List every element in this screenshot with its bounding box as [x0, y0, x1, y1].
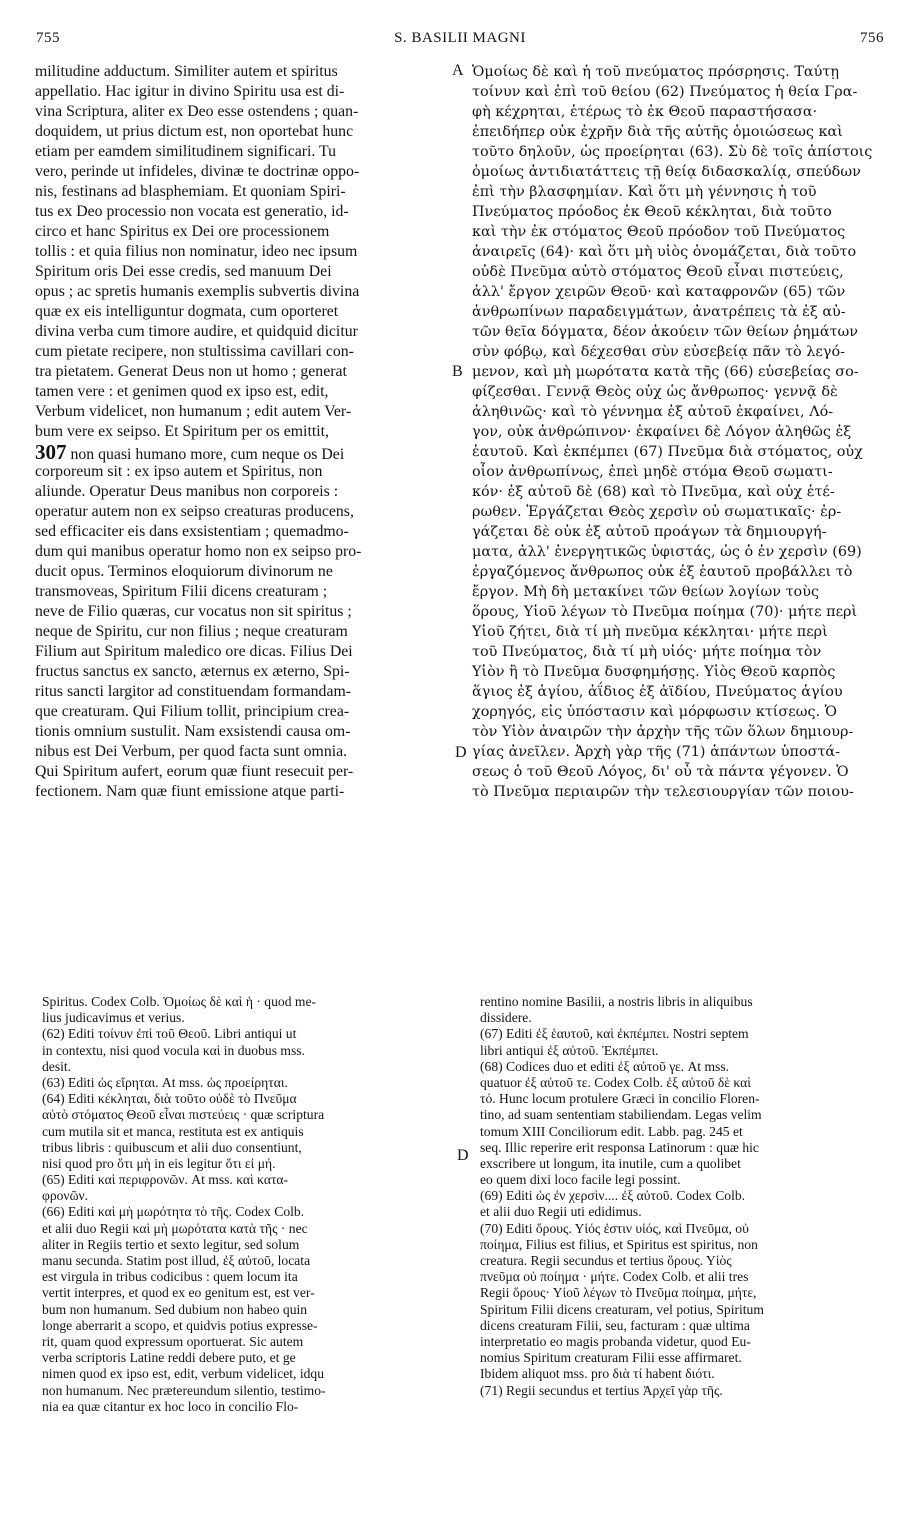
- greek-text-line: ἅγιος ἐξ ἁγίου, ἀΐδιος ἐξ ἀϊδίου, Πνεύματος ἁγίου: [472, 684, 843, 700]
- footnote-line: (69) Editi ὡς ἐν χερσὶν.... ἐξ αὐτοῦ. Codex Colb.: [480, 1188, 746, 1204]
- greek-text-line: τὸ Πνεῦμα περιαιρῶν τὴν τελεσιουργίαν τῶν ποιου-: [472, 784, 854, 800]
- greek-text-line: χορηγός, εἰς ὑπόστασιν καὶ μόρφωσιν κτίσεως. Ὁ: [472, 704, 838, 720]
- greek-text-line: κόν· ἐξ αὐτοῦ δὲ (68) καὶ τὸ Πνεῦμα, καὶ οὐχ ἑτέ-: [472, 484, 835, 500]
- footnote-line: et alii duo Regii uti edidimus.: [480, 1204, 642, 1220]
- latin-text-line: neque de Spiritu, cur non filius ; neque creaturam: [35, 623, 348, 640]
- greek-text-line: φὴ κέχρηται, ἑτέρως τὸ ἐκ Θεοῦ παραστήσασα·: [472, 104, 818, 120]
- greek-text-line: ἀλλ' ἔργον χειρῶν Θεοῦ· καὶ καταφρονῶν (65) τῶν: [472, 284, 846, 300]
- greek-text-line: οὐδὲ Πνεῦμα αὐτὸ στόματος Θεοῦ εἶναι πιστεύεις,: [472, 264, 844, 280]
- greek-text-line: σὺν φόβῳ, καὶ δέχεσθαι σὺν εὐσεβείᾳ πᾶν τὸ λεγό-: [472, 344, 845, 360]
- greek-text-line: γάζεται δὲ οὐκ ἐξ αὐτοῦ προάγων τὰ δημιουργή-: [472, 524, 827, 540]
- notes-marker-d: D: [457, 1147, 469, 1164]
- footnote-line: verba scriptoris Latine reddi debere puto, et ge: [42, 1350, 296, 1366]
- footnote-line: tino, ad suam sententiam stabiliendam. Legas velim: [480, 1107, 762, 1123]
- footnote-line: τό. Hunc locum protulere Græci in concilio Floren-: [480, 1091, 760, 1107]
- left-column-number: 755: [36, 30, 60, 46]
- greek-text-line: Υἱοῦ ζήτει, διὰ τί μὴ πνεῦμα κέκληται· μήτε περὶ: [472, 624, 828, 640]
- footnote-line: bum non humanum. Sed dubium non habeo quin: [42, 1301, 308, 1317]
- latin-text-line: Qui Spiritum aufert, eorum quæ fiunt resecuit per-: [35, 763, 354, 780]
- greek-text-line: τοῦ Πνεύματος, διὰ τί μὴ υἱός· μήτε ποίημα τὸν: [472, 644, 822, 660]
- footnote-line: nimen quod ex ipso est, edit, verbum videlicet, idqu: [42, 1366, 325, 1382]
- latin-text-line: Spiritum oris Dei esse credis, sed manuum Dei: [35, 263, 332, 280]
- greek-text-line: ἔργον. Μὴ δὴ μετακίνει τῶν θείων λογίων τοὺς: [472, 584, 820, 600]
- latin-text-line: bum vere ex seipso. Et Spiritum per os emittit,: [35, 423, 329, 440]
- latin-text-line: etiam per eamdem similitudinem significari. Tu: [35, 143, 336, 160]
- footnotes-right-column: [480, 994, 890, 1399]
- section-marker-b: B: [452, 363, 463, 380]
- greek-text-line: ἐπὶ τὴν βλασφημίαν. Καὶ ὅτι μὴ γέννησις ἡ τοῦ: [472, 184, 817, 200]
- footnote-line: φρονῶν.: [42, 1188, 89, 1204]
- page-number-line: [35, 442, 448, 462]
- latin-text-line: divina verba cum timore audire, et quidquid dicitur: [35, 323, 358, 340]
- latin-text-line: tionis omnium sustulit. Nam exsistendi causa om-: [35, 723, 351, 740]
- latin-text-line: appellatio. Hac igitur in divino Spiritu usa est di-: [35, 83, 345, 100]
- footnote-line: Spiritum Filii dicens creaturam, vel potius, Spiritum: [480, 1301, 764, 1317]
- greek-text-line: Ὁμοίως δὲ καὶ ἡ τοῦ πνεύματος πρόσρησις. Ταύτῃ: [472, 64, 839, 80]
- text-line-remainder: non quasi humano more, cum neque os Dei: [70, 446, 345, 463]
- latin-text-line: cum pietate recipere, non stultissima cavillari con-: [35, 343, 354, 360]
- footnote-line: πνεῦμα οὐ ποίημα · μήτε. Codex Colb. et alii tres: [480, 1269, 749, 1285]
- footnote-line: est virgula in tribus codicibus : quem locum ita: [42, 1269, 298, 1285]
- latin-text-line: opus ; ac spretis humanis exemplis subvertis divina: [35, 283, 360, 300]
- latin-text-line: vina Scriptura, aliter ex Deo esse ostendens ; quan-: [35, 103, 359, 120]
- running-title: S. BASILII MAGNI: [394, 30, 526, 46]
- footnote-line: (64) Editi κέκληται, διὰ τοῦτο οὐδὲ τὸ Πνεῦμα: [42, 1091, 297, 1107]
- greek-text-line: γον, οὐκ ἀνθρώπινον· ἐκφαίνει δὲ Λόγον ἀληθῶς ἐξ: [472, 424, 852, 440]
- greek-text-line: τῶν θεῖα δόγματα, δέον ἀκούειν τῶν θείων ῥημάτων: [472, 324, 858, 340]
- greek-text-line: Υἱὸν ἢ τὸ Πνεῦμα δυσφημήσῃς. Υἱὸς Θεοῦ καρπὸς: [472, 664, 836, 680]
- latin-text-line: dum qui manibus operatur homo non ex seipso pro-: [35, 543, 362, 560]
- latin-text-line: sed efficaciter eis dans exsistentiam ; quemadmo-: [35, 523, 349, 540]
- section-marker-d: D: [455, 744, 467, 761]
- footnote-line: (71) Regii secundus et tertius Ἀρχεῖ γὰρ τῆς.: [480, 1382, 723, 1398]
- latin-text-line: nibus est Dei Verbum, per quod facta sunt omnia.: [35, 743, 348, 760]
- footnote-line: seq. Illic reperire erit responsa Latinorum : quæ hic: [480, 1139, 759, 1155]
- greek-text-line: οἷον ἀνθρωπίνως, ἐπεὶ μηδὲ στόμα Θεοῦ σωματι-: [472, 464, 833, 480]
- footnote-line: lius judicavimus et verius.: [42, 1010, 185, 1026]
- latin-text-line: que creaturam. Qui Filium tollit, principium crea-: [35, 703, 350, 720]
- latin-text-line: vero, perinde ut infideles, divinæ te doctrinæ oppo-: [35, 163, 360, 180]
- footnote-line: Regii ὅρους· Υἱοῦ λέγων τὸ Πνεῦμα ποίημα, μήτε,: [480, 1285, 757, 1301]
- footnote-line: tribus libris : quibuscum et alii duo consentiunt,: [42, 1139, 302, 1155]
- latin-text-line: ritus sancti largitor ad constituendam formandam-: [35, 683, 351, 700]
- footnote-line: Ibidem aliquot mss. pro διὰ τί habent διότι.: [480, 1366, 715, 1382]
- greek-text-line: τὸν Υἱὸν ἀναιρῶν τὴν ἀρχὴν τῆς τῶν ὅλων δημιουρ-: [472, 724, 854, 740]
- footnote-line: tomum XIII Conciliorum edit. Labb. pag. 245 et: [480, 1123, 743, 1139]
- latin-text-line: circo et hanc Spiritus ex Dei ore processionem: [35, 223, 330, 240]
- footnote-line: aliter in Regiis tertio et sexto legitur, sed solum: [42, 1236, 300, 1252]
- running-header: [30, 30, 890, 54]
- footnote-line: (65) Editi καὶ περιφρονῶν. At mss. καὶ κατα-: [42, 1172, 289, 1188]
- footnote-line: longe aberrarit a scopo, et quidvis potius expresse-: [42, 1317, 318, 1333]
- greek-text-line: ἀναιρεῖς (64)· καὶ ὅτι μὴ υἱὸς ὀνομάζεται, διὰ τοῦτο: [472, 244, 857, 260]
- latin-text-line: quæ ex eis intelliguntur dogmata, cum oporteret: [35, 303, 339, 320]
- footnote-line: desit.: [42, 1058, 72, 1074]
- greek-text-line: Πνεύματος πρόοδος ἐκ Θεοῦ κέκληται, διὰ τοῦτο: [472, 204, 832, 220]
- footnote-line: dicens creaturam Filii, seu, facturam : quæ ultima: [480, 1317, 750, 1333]
- greek-text-line: ὅρους, Υἱοῦ λέγων τὸ Πνεῦμα ποίημα (70)· μήτε περὶ: [472, 604, 858, 620]
- greek-text-line: ματα, ἀλλ' ἐνεργητικῶς ὑφιστάς, ὡς ὁ ἐν χερσὶν (69): [472, 544, 862, 560]
- footnote-line: creatura. Regii secundus et tertius ὅρους. Υἱὸς: [480, 1253, 732, 1268]
- latin-text-line: operatur autem non ex seipso creaturas producens,: [35, 503, 354, 520]
- footnote-line: rentino nomine Basilii, a nostris libris in aliquibus: [480, 994, 753, 1009]
- greek-text-line: ἀληθινῶς· καὶ τὸ γέννημα ἐξ αὐτοῦ ἐκφαίνει, Λό-: [472, 404, 834, 420]
- greek-text-line: τοίνυν καὶ ἐπὶ τοῦ θείου (62) Πνεύματος ἡ θεία Γρα-: [472, 84, 858, 100]
- latin-text-line: tollis : et quia filius non nominatur, ideo nec ipsum: [35, 243, 358, 260]
- footnote-line: rit, quam quod expressum oportuerat. Sic autem: [42, 1333, 304, 1349]
- latin-text-column: [35, 62, 448, 802]
- footnote-line: vertit interpres, et quod ex eo genitum est, est ver-: [42, 1285, 315, 1301]
- footnote-line: exscribere ut longum, ita inutile, cum a quolibet: [480, 1155, 741, 1171]
- latin-text-line: ducit opus. Terminos eloquiorum divinorum ne: [35, 563, 333, 580]
- greek-text-line: φίζεσθαι. Γεννᾷ Θεὸς οὐχ ὡς ἄνθρωπος· γεννᾷ δὲ: [472, 384, 838, 400]
- latin-text-line: neve de Filio quæras, cur vocatus non sit spiritus ;: [35, 603, 352, 620]
- footnote-line: (68) Codices duo et editi ἐξ αὐτοῦ γε. At mss.: [480, 1058, 730, 1074]
- greek-text-line: ἐργαζόμενος ἄνθρωπος οὐκ ἐξ ἑαυτοῦ προβάλλει τὸ: [472, 564, 853, 580]
- greek-text-line: γίας ἀνεῖλεν. Ἀρχὴ γὰρ τῆς (71) ἁπάντων ὑποστά-: [472, 744, 840, 760]
- latin-text-line: Verbum videlicet, non humanum ; edit autem Ver-: [35, 403, 352, 420]
- latin-text-line: transmoveas, Spiritum Filii dicens creaturam ;: [35, 583, 328, 600]
- footnote-line: Spiritus. Codex Colb. Ὁμοίως δὲ καὶ ἡ · quod me-: [42, 994, 317, 1009]
- latin-text-line: aliunde. Operatur Deus manibus non corporeis :: [35, 483, 339, 500]
- latin-text-line: corporeum sit : ex ipso autem et Spiritus, non: [35, 463, 323, 480]
- footnote-line: (70) Editi ὅρους. Υἱός ἐστιν υἱός, καὶ Πνεῦμα, οὐ: [480, 1220, 749, 1236]
- footnote-line: et alii duo Regii καὶ μὴ μωρότατα κατὰ τῆς · nec: [42, 1220, 308, 1236]
- footnote-line: interpretatio eo magis probanda videtur, quod Eu-: [480, 1333, 751, 1349]
- right-column-number: 756: [860, 30, 884, 46]
- footnote-line: dissidere.: [480, 1010, 532, 1026]
- greek-text-line: καὶ τὴν ἐκ στόματος Θεοῦ πρόοδον τοῦ Πνεύματος: [472, 224, 846, 240]
- latin-text-line: tamen vere : et genimen quod ex ipso est, edit,: [35, 383, 329, 400]
- greek-text-line: ἐπειδήπερ οὐκ ἐχρῆν διὰ τῆς αὐτῆς ὁμοιώσεως καὶ: [472, 124, 843, 140]
- footnote-line: in contextu, nisi quod vocula καὶ in duobus mss.: [42, 1042, 305, 1058]
- latin-text-line: Filium aut Spiritum maledico ore dicas. Filius Dei: [35, 643, 353, 660]
- greek-text-line: ἑαυτοῦ. Καὶ ἐκπέμπει (67) Πνεῦμα διὰ στόματος, οὐχ: [472, 444, 863, 460]
- footnote-line: (66) Editi καὶ μὴ μωρότητα τὸ τῆς. Codex Colb.: [42, 1204, 305, 1220]
- footnotes-left-column: [42, 994, 452, 1415]
- greek-text-line: σεως ὁ τοῦ Θεοῦ Λόγος, δι' οὗ τὰ πάντα γέγονεν. Ὁ: [472, 764, 849, 780]
- inline-page-number: 307: [35, 440, 67, 464]
- greek-text-line: μενον, καὶ μὴ μωρότατα κατὰ τῆς (66) εὐσεβείας σο-: [472, 364, 859, 380]
- footnote-line: eo quem dixi loco facile legi possint.: [480, 1172, 681, 1188]
- greek-text-column: [472, 62, 885, 802]
- footnote-line: (63) Editi ὡς εἴρηται. At mss. ὡς προείρηται.: [42, 1074, 288, 1090]
- footnote-line: manu secunda. Statim post illud, ἐξ αὐτοῦ, locata: [42, 1253, 311, 1268]
- greek-text-line: ἀνθρωπίνων παραδειγμάτων, ἀνατρέπεις τὰ ἐξ αὐ-: [472, 304, 846, 320]
- footnote-line: libri antiqui ἐξ αὐτοῦ. Ἐκπέμπει.: [480, 1042, 659, 1058]
- latin-text-line: doquidem, ut prius dictum est, non oportebat hunc: [35, 123, 354, 140]
- footnote-line: nisi quod pro ὅτι μὴ in eis legitur ὅτι εἰ μή.: [42, 1155, 276, 1171]
- latin-text-line: militudine adductum. Similiter autem et spiritus: [35, 63, 338, 80]
- footnote-line: quatuor ἐξ αὐτοῦ τε. Codex Colb. ἐξ αὐτοῦ δὲ καὶ: [480, 1074, 751, 1090]
- footnote-line: non humanum. Nec prætereundum silentio, testimo-: [42, 1382, 326, 1398]
- section-marker-a: A: [452, 62, 464, 79]
- greek-text-line: ὁμοίως ἀντιδιατάττεις τῇ θείᾳ διδασκαλίᾳ, σπεύδων: [472, 164, 861, 180]
- greek-text-line: τοῦτο δηλοῦν, ὡς προείρηται (63). Σὺ δὲ τοῖς ἀπίστοις: [472, 144, 873, 160]
- footnote-line: nomius Spiritum creaturam Filii esse affirmaret.: [480, 1350, 742, 1366]
- footnote-line: cum mutila sit et manca, restituta est ex antiquis: [42, 1123, 304, 1139]
- latin-text-line: nis, festinans ad blasphemiam. Et quoniam Spiri-: [35, 183, 346, 200]
- footnote-line: ποίημα, Filius est filius, et Spiritus est spiritus, non: [480, 1236, 758, 1252]
- footnote-line: (62) Editi τοίνυν ἐπὶ τοῦ Θεοῦ. Libri antiqui ut: [42, 1026, 297, 1042]
- footnote-line: nia ea quæ citantur ex hoc loco in concilio Flo-: [42, 1398, 299, 1414]
- greek-text-line: ρωθεν. Ἐργάζεται Θεὸς χερσὶν οὐ σωματικαῖς· ἐρ-: [472, 504, 842, 520]
- latin-text-line: tra pietatem. Generat Deus non ut homo ; generat: [35, 363, 347, 380]
- latin-text-line: fructus sanctus ex sancto, æternus ex æterno, Spi-: [35, 663, 350, 680]
- latin-text-line: fectionem. Nam quæ fiunt emissione atque parti-: [35, 783, 345, 800]
- footnote-line: αὐτὸ στόματος Θεοῦ εἶναι πιστεύεις · quæ scriptura: [42, 1107, 325, 1123]
- footnote-line: (67) Editi ἐξ ἑαυτοῦ, καὶ ἐκπέμπει. Nostri septem: [480, 1026, 749, 1042]
- latin-text-line: tus ex Deo processio non vocata est generatio, id-: [35, 203, 349, 220]
